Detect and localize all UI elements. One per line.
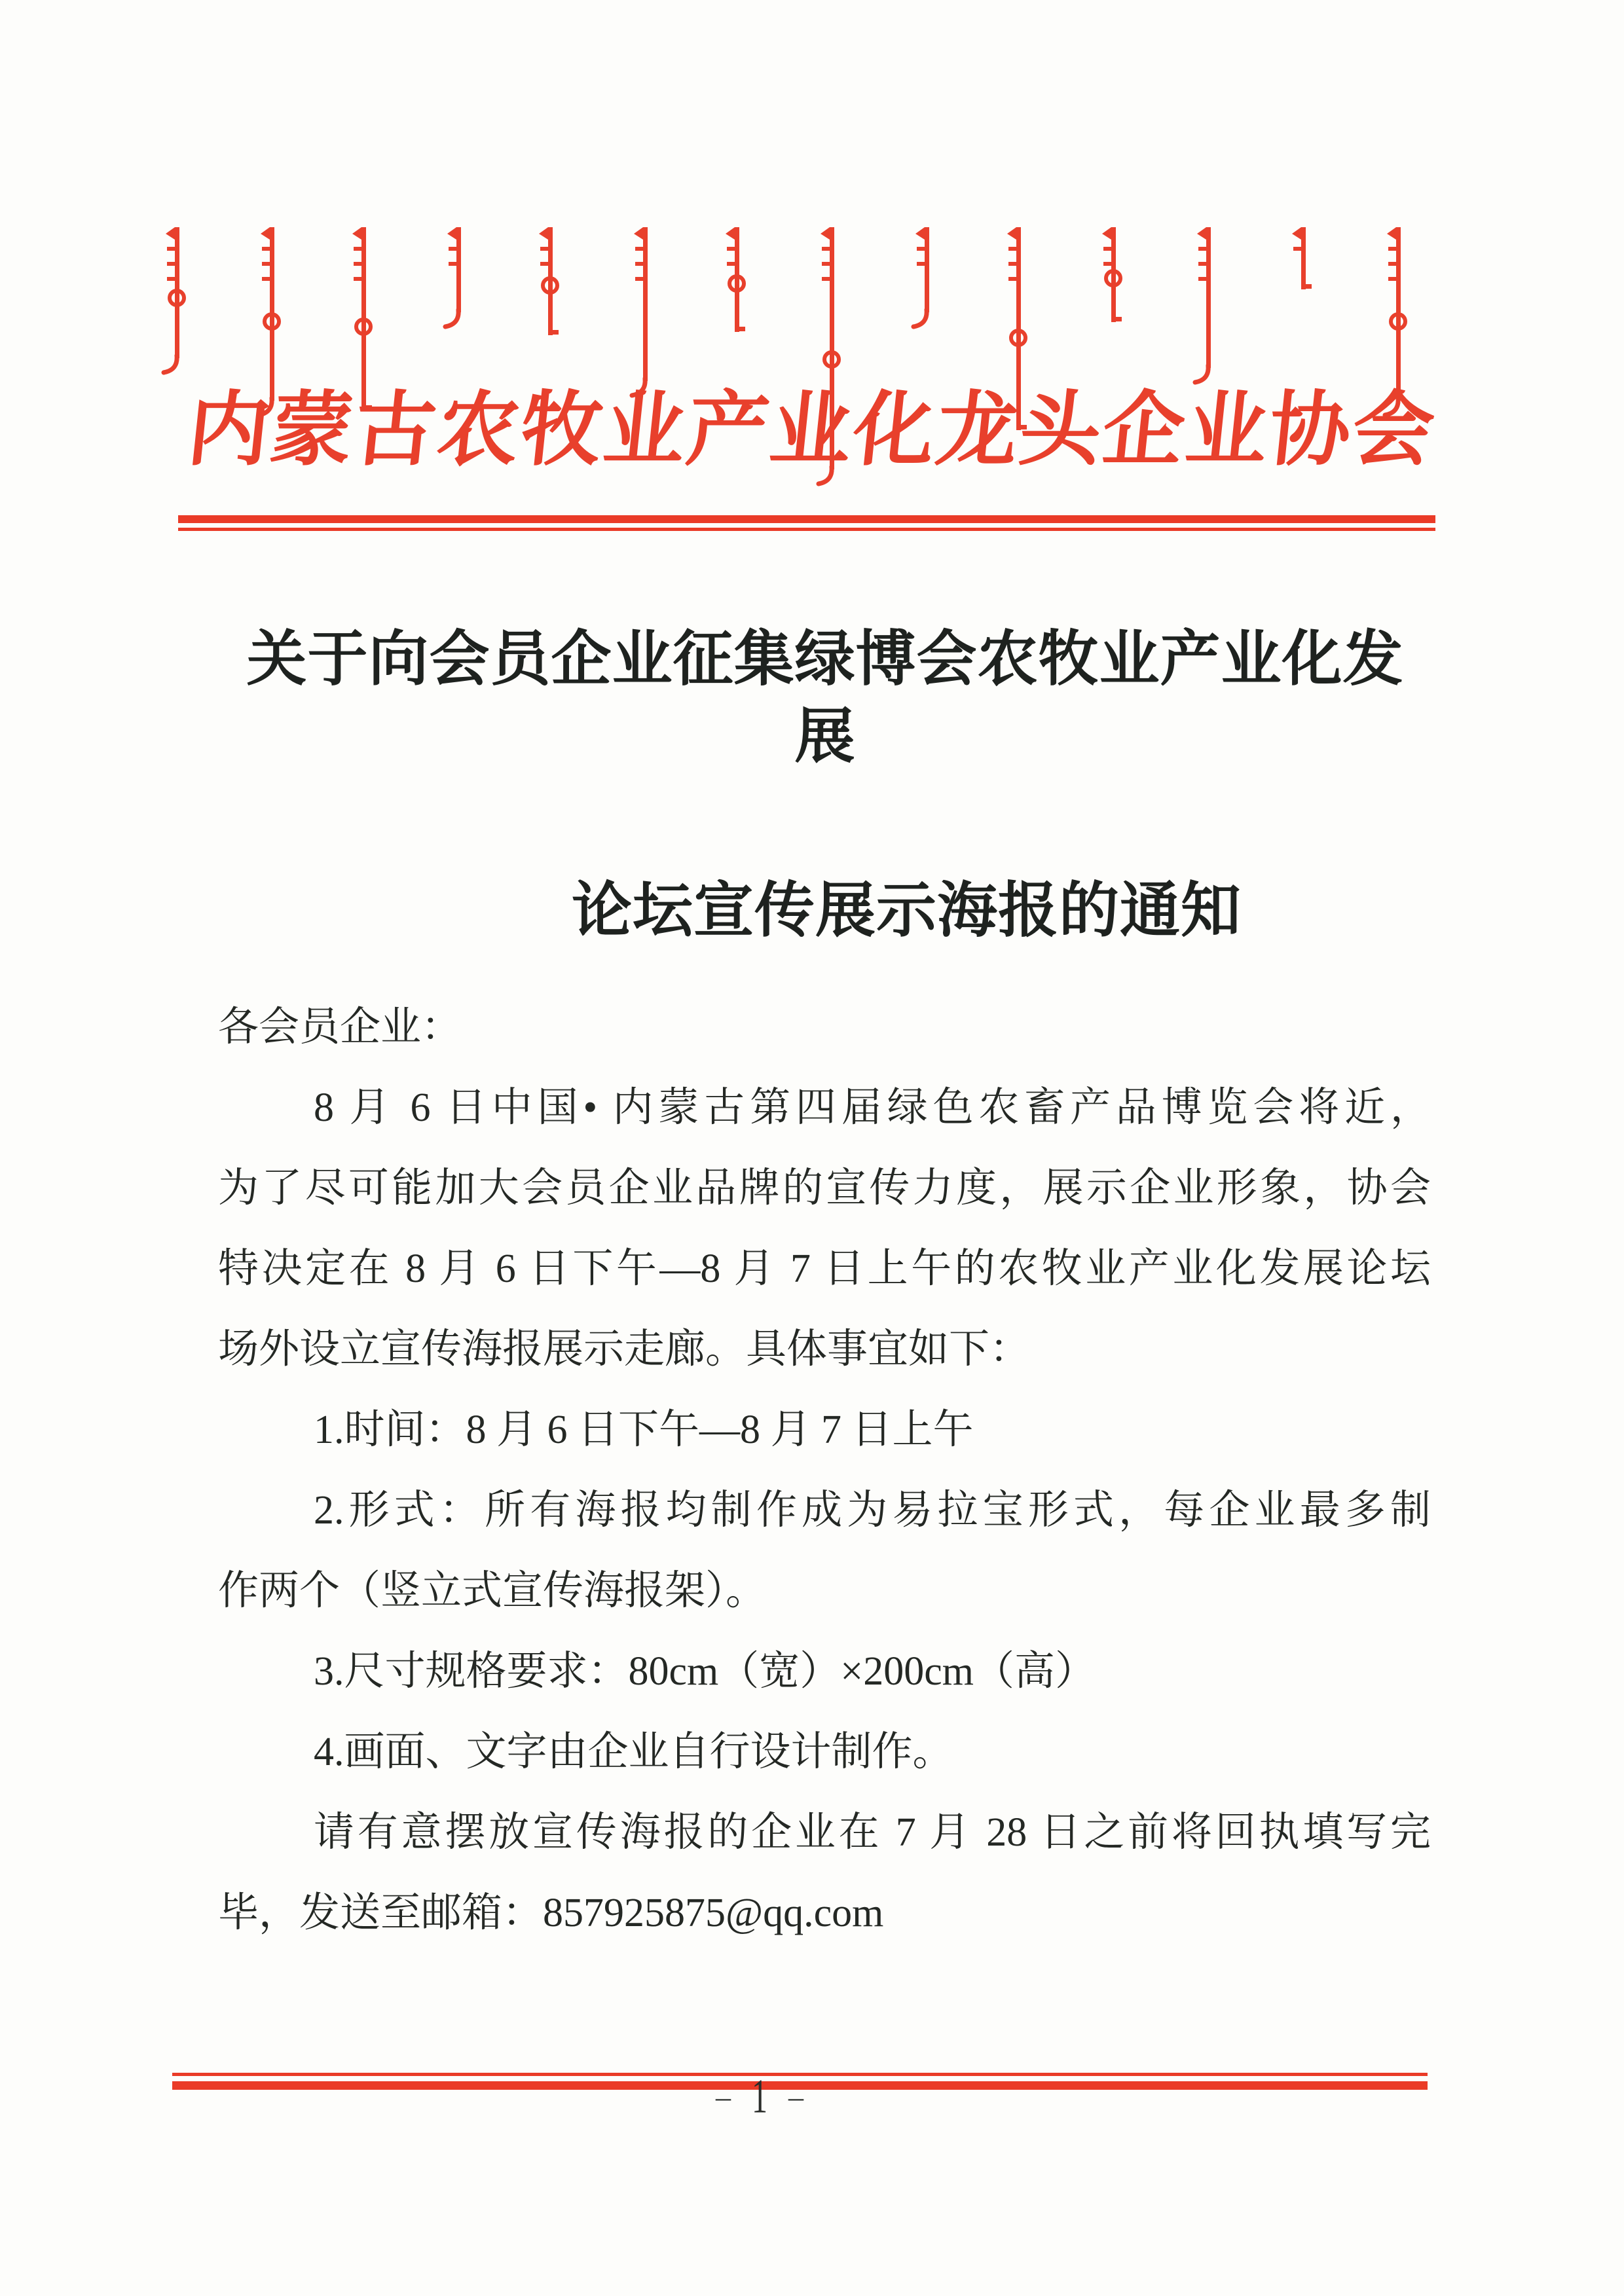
- doc-title: [219, 621, 1431, 949]
- body-line: 场外设立宣传海报展示走廊。具体事宜如下：: [218, 1327, 1031, 1372]
- body-line: 8 月 6 日中国• 内蒙古第四届绿色农畜产品博览会将近，: [314, 1085, 1431, 1130]
- document-body: [218, 987, 1431, 1954]
- mongolian-script-column-icon: [1094, 226, 1133, 343]
- body-line: 特决定在 8 月 6 日下午—8 月 7 日上午的农牧业产业化发展论坛: [218, 1247, 1431, 1291]
- mongolian-script-column-icon: [439, 226, 478, 333]
- body-line: 各会员企业：: [218, 1005, 462, 1049]
- body-line: 毕，发送至邮箱：857925875@qq.com: [218, 1891, 884, 1935]
- mongolian-script-column-icon: [157, 226, 196, 379]
- mongolian-script-column-icon: [1189, 226, 1228, 389]
- page-number: [668, 2069, 851, 2124]
- org-name: 内蒙古农牧业产业化龙头企业协会: [183, 386, 1441, 475]
- body-line: 4.画面、文字由企业自行设计制作。: [314, 1730, 953, 1774]
- body-line: 1.时间：8 月 6 日下午—8 月 7 日上午: [314, 1408, 974, 1452]
- page-number-dash-right: –: [788, 2079, 803, 2113]
- mongolian-script-column-icon: [907, 226, 946, 333]
- body-line: 请有意摆放宣传海报的企业在 7 月 28 日之前将回执填写完: [314, 1810, 1431, 1855]
- mongolian-script-column-icon: [1283, 226, 1323, 310]
- page-number-dash-left: –: [716, 2079, 731, 2113]
- body-line: 2.形式：所有海报均制作成为易拉宝形式，每企业最多制: [314, 1488, 1431, 1533]
- doc-title-line1: 关于向会员企业征集绿博会农牧业产业化发展: [246, 626, 1404, 770]
- header-rule-thick: [178, 515, 1435, 523]
- body-line: 为了尽可能加大会员企业品牌的宣传力度，展示企业形象，协会: [218, 1166, 1431, 1211]
- mongolian-script-column-icon: [717, 226, 756, 353]
- body-line: 作两个（竖立式宣传海报架）。: [218, 1569, 767, 1613]
- mongolian-script-column-icon: [530, 226, 570, 356]
- header-rule-thin: [178, 528, 1435, 531]
- page-number-value: 1: [752, 2069, 767, 2124]
- doc-title-line2: 论坛宣传展示海报的通知: [572, 877, 1242, 944]
- body-line: 3.尺寸规格要求：80cm（宽）×200cm（高）: [314, 1649, 1096, 1694]
